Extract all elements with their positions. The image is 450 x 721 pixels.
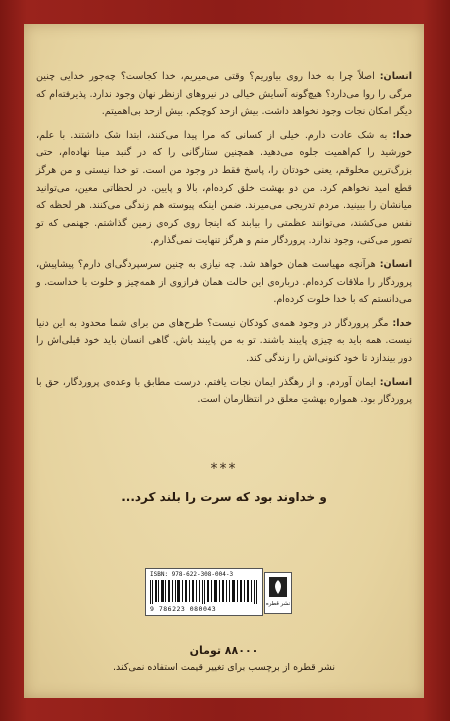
section-divider-stars: *** (210, 461, 238, 477)
paragraph-text: اصلاً چرا به خدا روی بیاوریم؟ وقتی می‌میریم، خدا کجاست؟ چه‌جور خدایی چنین مرگی را روا می‌دارد؟ هیچ‌گونه آسایش خیالی در نیروهای ازنظر نهان وجود ندارد. پذیرفته‌ام که دیگر امکان نجات وجود نخواهد داشت. بیش ازحد کوچکم. بیش ازحد بی‌اهمیتم. (36, 71, 412, 118)
barcode-number: 9 786223 080043 (150, 605, 217, 613)
paragraph-text: مگر پروردگار در وجود همه‌ی کودکان نیست؟ طرح‌های من برای شما محدود به این دنیا نیست. همه باید به چیزی پایبند باشند. تو به من پایبند باش. گاهی انسان باید خود قبلی‌اش را دور بیندازد تا خود کنونی‌اش را زندگی کند. (36, 317, 412, 364)
price-label: ۸۸۰۰۰ تومان (189, 644, 259, 657)
speaker-label: انسان: (379, 376, 412, 388)
paragraph (36, 256, 412, 309)
speaker-label: خدا: (392, 317, 412, 329)
speaker-label: انسان: (379, 71, 412, 82)
publisher-logo (264, 572, 292, 614)
paragraph (36, 374, 412, 409)
publisher-logo-text: نشر قطره (265, 601, 291, 607)
paragraph (36, 127, 412, 250)
paragraph (36, 68, 412, 121)
paragraph (36, 315, 412, 368)
closing-line: و خداوند بود که سرت را بلند کرد... (121, 490, 327, 504)
paragraph-text: ایمان آوردم. و از رهگذر ایمان نجات یافتم. درست مطابق با وعده‌ی پروردگار، حق با پروردگار بود. همواره بهشتِ معلق در انتظارمان است. (36, 376, 412, 406)
dialogue-text (36, 68, 412, 415)
speaker-label: انسان: (379, 258, 412, 270)
speaker-label: خدا: (392, 129, 412, 141)
paragraph-text: هرآنچه مهیاست همان خواهد شد. چه نیازی به چنین سرسپردگی‌ای دارم؟ پیشاپیش، پروردگار را ملاقات کرده‌ام. درباره‌ی این حالت همان فرازوی از همه‌چیز و خلوت با خداست. و می‌دانستم که با خدا خلوت کرده‌ام. (36, 258, 412, 306)
publisher-logo-icon (268, 576, 288, 598)
isbn-barcode-box (145, 568, 263, 616)
paragraph-text: به شک عادت دارم. خیلی از کسانی که مرا پیدا می‌کنند، ابتدا شک داشتند. با علم، خورشید را کم‌اهمیت جلوه می‌دهید. همچنین ستارگانی را که در گنبد مینا نهاده‌ام، حتی بزرگ‌ترین مخلوقم، یعنی خودتان را، پاسخ فقط در وجود من است. تو خدا نیستی و من هرگز قطع امید نخواهم کرد. من دو بهشت خلق کرده‌ام، بالا و پایین. در لحظاتی معین، می‌توانید میانشان را ببینید. مردم تدریجی می‌میرند. ضمن اینکه پیوسته هم زندگی می‌کنند. هر لحظه که نفس می‌کشند، می‌توانند عظمتی را بیابند که اینجا روی کره‌ی زمین گذاشتم. جهنمی که تو تصور می‌کنی، وجود ندارد. پروردگار منم و هرگز تنهایت نمی‌گذارم. (36, 129, 412, 247)
price-note: نشر قطره از برچسب برای تغییر قیمت استفاده نمی‌کند. (112, 662, 336, 673)
barcode-icon (150, 580, 258, 604)
isbn-text: ISBN: 978-622-308-004-3 (150, 571, 234, 578)
